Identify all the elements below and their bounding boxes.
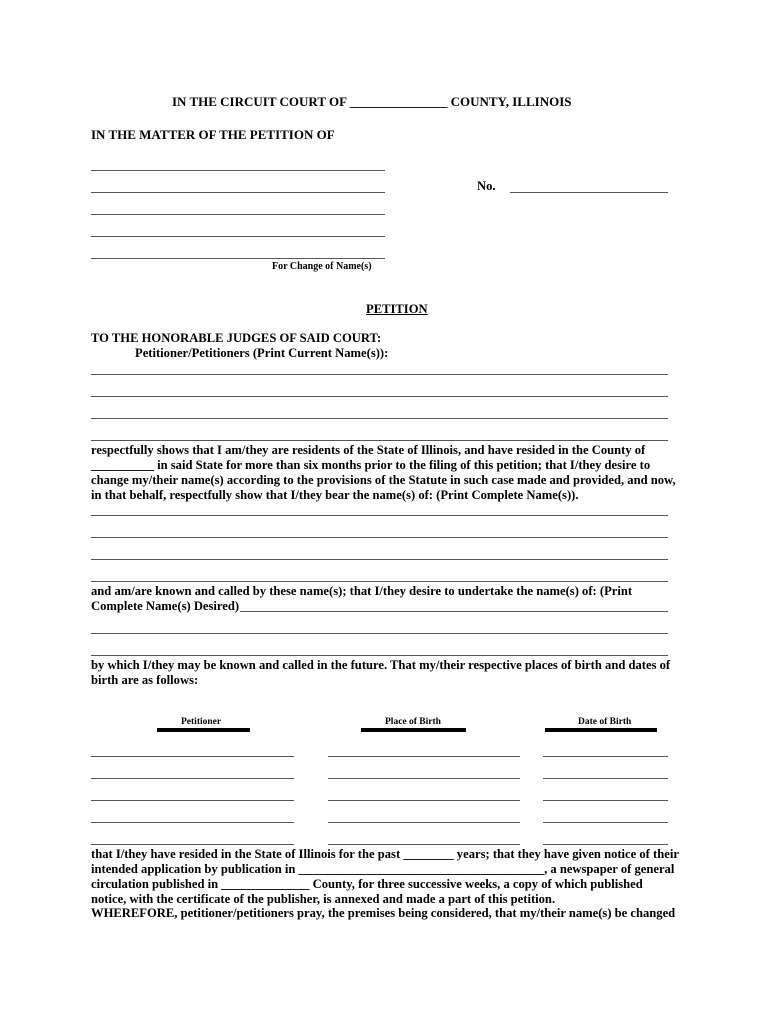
para4-line: intended application by publication in _______________________________________, a newspaper of general — [91, 862, 675, 876]
case-number-line[interactable] — [510, 192, 668, 193]
matter-heading: IN THE MATTER OF THE PETITION OF — [91, 127, 335, 142]
petitioner-name-line[interactable] — [91, 170, 385, 171]
complete-name-line[interactable] — [91, 581, 668, 582]
header-petitioner: Petitioner — [181, 717, 222, 727]
address-line: TO THE HONORABLE JUDGES OF SAID COURT: — [91, 331, 382, 345]
petitioner-cell[interactable] — [91, 756, 294, 757]
court-title: IN THE CIRCUIT COURT OF _______________ COUNTY, ILLINOIS — [172, 94, 572, 109]
complete-name-line[interactable] — [91, 537, 668, 538]
petitioner-cell[interactable] — [91, 822, 294, 823]
date-cell[interactable] — [543, 756, 668, 757]
para3-line: by which I/they may be known and called in the future. That my/their respective places of birth and dates of — [91, 658, 671, 672]
para1-line: in that behalf, respectfully show that I/they bear the name(s) of: (Print Complete Name(s)). — [91, 488, 579, 502]
para4-line: WHEREFORE, petitioner/petitioners pray, the premises being considered, that my/their name(s) be changed — [91, 906, 676, 920]
petitioner-name-line[interactable] — [91, 236, 385, 237]
current-name-line[interactable] — [91, 396, 668, 397]
para1-line: __________ in said State for more than six months prior to the filing of this petition; that I/they desire to — [91, 458, 651, 472]
date-cell[interactable] — [543, 844, 668, 845]
case-number-label: No. — [477, 179, 496, 193]
date-cell[interactable] — [543, 800, 668, 801]
para4-line: circulation published in ______________ County, for three successive weeks, a copy of which published — [91, 877, 643, 891]
petitioner-cell[interactable] — [91, 800, 294, 801]
place-cell[interactable] — [328, 778, 520, 779]
petitioner-name-line[interactable] — [91, 214, 385, 215]
current-names-label: Petitioner/Petitioners (Print Current Name(s)): — [135, 346, 389, 360]
current-name-line[interactable] — [91, 440, 668, 441]
for-change-label: For Change of Name(s) — [272, 261, 372, 272]
place-cell[interactable] — [328, 844, 520, 845]
complete-name-line[interactable] — [91, 559, 668, 560]
petitioner-name-line[interactable] — [91, 258, 385, 259]
para2-line: Complete Name(s) Desired) — [91, 599, 240, 613]
para4-line: that I/they have resided in the State of Illinois for the past ________ years; that they have given notice of their — [91, 847, 679, 861]
header-underline — [157, 728, 250, 732]
date-cell[interactable] — [543, 778, 668, 779]
desired-name-line[interactable] — [240, 611, 668, 612]
date-cell[interactable] — [543, 822, 668, 823]
current-name-line[interactable] — [91, 418, 668, 419]
desired-name-line[interactable] — [91, 633, 668, 634]
petitioner-cell[interactable] — [91, 778, 294, 779]
para3-line: birth are as follows: — [91, 673, 199, 687]
header-underline — [361, 728, 466, 732]
para4-line: notice, with the certificate of the publisher, is annexed and made a part of this petition. — [91, 892, 556, 906]
header-place-of-birth: Place of Birth — [385, 717, 441, 727]
para2-line: and am/are known and called by these name(s); that I/they desire to undertake the name(s) of: (Print — [91, 584, 633, 598]
petitioner-name-line[interactable] — [91, 192, 385, 193]
para1-line: change my/their name(s) according to the provisions of the Statute in such case made and provided, and now, — [91, 473, 676, 487]
current-name-line[interactable] — [91, 374, 668, 375]
petitioner-cell[interactable] — [91, 844, 294, 845]
complete-name-line[interactable] — [91, 515, 668, 516]
desired-name-line[interactable] — [91, 655, 668, 656]
place-cell[interactable] — [328, 822, 520, 823]
header-date-of-birth: Date of Birth — [578, 717, 632, 727]
header-underline — [545, 728, 657, 732]
place-cell[interactable] — [328, 756, 520, 757]
place-cell[interactable] — [328, 800, 520, 801]
petition-title: PETITION — [366, 302, 428, 316]
para1-line: respectfully shows that I am/they are residents of the State of Illinois, and have resided in the County of — [91, 443, 646, 457]
